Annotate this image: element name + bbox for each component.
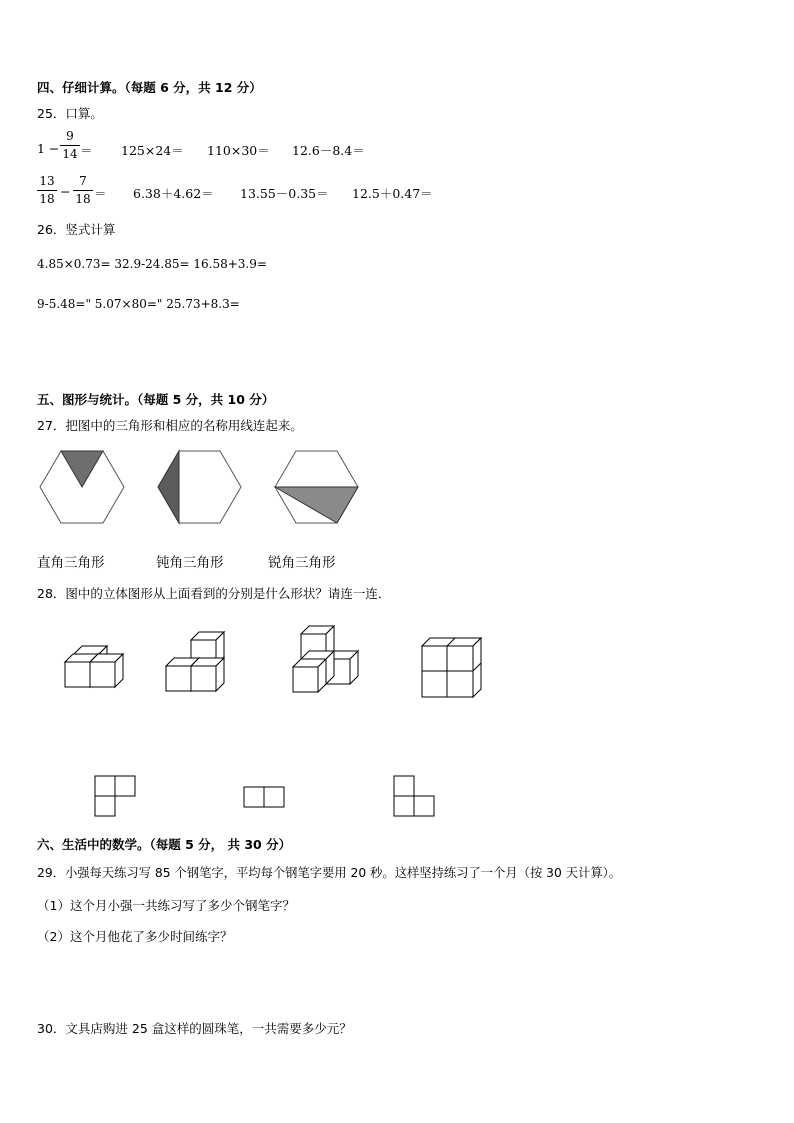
q27-name-3: 锐角三角形 [268,555,336,571]
q29-sub-2: （2）这个月他花了多少时间练字？ [37,929,233,944]
q28-label: 28．图中的立体图形从上面看到的分别是什么形状？请连一连． [37,586,391,601]
q26-line-2: 9-5.48=" 5.07×80=" 25.73+8.3= [37,297,240,311]
q25-r1-item-c: 110×30＝ [207,143,270,158]
q27-label: 27．把图中的三角形和相应的名称用线连起来。 [37,418,303,433]
q25-label: 25．口算。 [37,106,103,121]
q25-r2-item-d: 12.5＋0.47＝ [352,186,433,201]
q29-label: 29．小强每天练习写 85 个钢笔字，平均每个钢笔字要用 20 秒。这样坚持练习了一个月（按 30 天计算）。 [37,866,622,880]
q25-r1-equals: ＝ [80,143,93,158]
top-view-2 [244,787,284,807]
cube-figure-4 [422,638,481,697]
q25-r2-item-c: 13.55－0.35＝ [240,186,329,201]
q25-r2-item-b: 6.38＋4.62＝ [133,186,214,201]
fraction-denominator: 18 [39,192,55,206]
q29-sub-1: （1）这个月小强一共练习写了多少个钢笔字？ [37,898,295,913]
section-5-heading: 五、图形与统计。（每题 5 分，共 10 分） [37,392,275,407]
q25-r1-prefix: 1 − [37,141,60,156]
q26-label: 26．竖式计算 [37,222,116,237]
top-view-1 [95,776,135,816]
section-4-heading: 四、仔细计算。（每题 6 分，共 12 分） [37,80,262,95]
section-6-heading: 六、生活中的数学。（每题 5 分， 共 30 分） [37,837,292,852]
cube-figure-2 [166,632,224,691]
q25-r1-item-d: 12.6－8.4＝ [292,143,365,158]
q25-r2-equals: ＝ [94,186,107,201]
fraction-numerator: 9 [66,129,74,143]
fraction-denominator: 18 [75,192,91,206]
q25-r2-minus: − [60,184,71,199]
q27-name-2: 钝角三角形 [156,555,224,571]
q26-line-1: 4.85×0.73= 32.9-24.85= 16.58+3.9= [37,257,267,271]
q27-name-1: 直角三角形 [37,555,105,571]
fraction-numerator: 13 [39,174,55,188]
q25-r1-item-b: 125×24＝ [121,143,184,158]
top-view-3 [394,776,434,816]
fraction-denominator: 14 [62,147,78,161]
cube-figure-3 [293,626,358,692]
fraction-numerator: 7 [79,174,87,188]
cube-figure-1 [65,646,123,687]
q30-label: 30．文具店购进 25 盒这样的圆珠笔，一共需要多少元？ [37,1021,352,1036]
